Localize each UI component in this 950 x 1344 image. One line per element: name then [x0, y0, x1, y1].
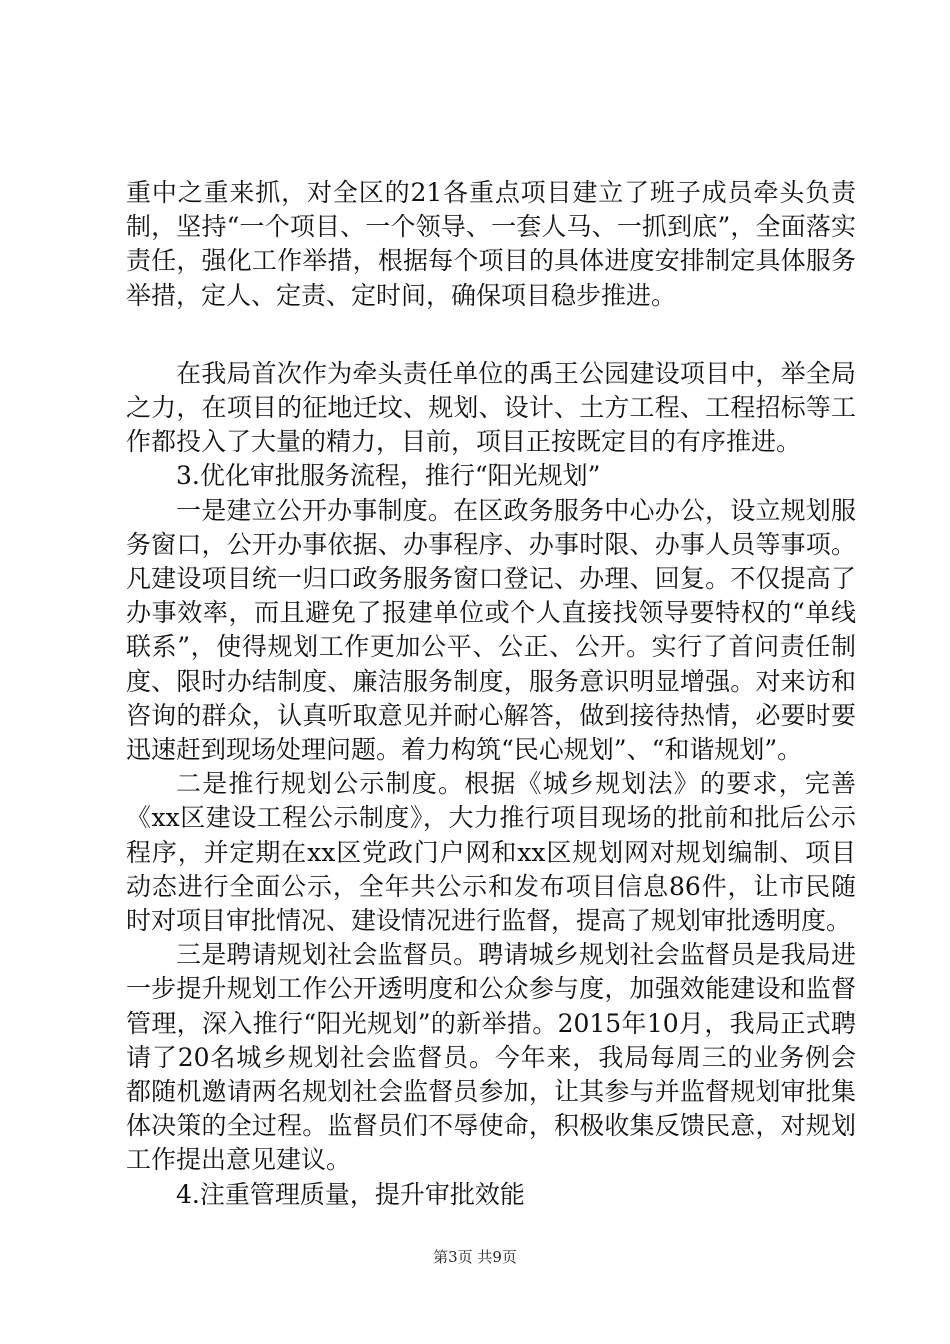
section-heading-management-quality: 4.注重管理质量，提升审批效能 — [176, 1179, 525, 1209]
document-body — [126, 176, 856, 1212]
paragraph-yuwang-park: 在我局首次作为牵头责任单位的禹王公园建设项目中，举全局之力，在项目的征地迁坟、规划、设计、土方工程、工程招标等工作都投入了大量的精力，目前，项目正按既定目的有序推进。 — [126, 358, 856, 457]
paragraph-social-supervisors: 三是聘请规划社会监督员。聘请城乡规划社会监督员是我局进一步提升规划工作公开透明度和公众参与度，加强效能建设和监督管理，深入推行“阳光规划”的新举措。2015年10月，我局正式聘请了20名城乡规划社会监督员。今年来，我局每周三的业务例会都随机邀请两名规划社会监督员参加，让其参与并监督规划审批集体决策的全过程。监督员们不辱使命，积极收集反馈民意，对规划工作提出意见建议。 — [126, 940, 856, 1175]
page-number-footer: 第3页 共9页 — [433, 1248, 517, 1266]
section-heading-sunshine-planning: 3.优化审批服务流程，推行“阳光规划” — [176, 461, 601, 491]
paragraph-open-office-system: 一是建立公开办事制度。在区政务服务中心办公，设立规划服务窗口，公开办事依据、办事程序、办事时限、办事人员等事项。凡建设项目统一归口政务服务窗口登记、办理、回复。不仅提高了办事效率，而且避免了报建单位或个人直接找领导要特权的“单线联系”，使得规划工作更加公平、公正、公开。实行了首问责任制度、限时办结制度、廉洁服务制度，服务意识明显增强。对来访和咨询的群众，认真听取意见并耐心解答，做到接待热情，必要时要迅速赶到现场处理问题。着力构筑“民心规划”、“和谐规划”。 — [126, 495, 856, 765]
paragraph-publicity-system: 二是推行规划公示制度。根据《城乡规划法》的要求，完善《xx区建设工程公示制度》，大力推行项目现场的批前和批后公示程序，并定期在xx区党政门户网和xx区规划网对规划编制、项目动态进行全面公示，全年共公示和发布项目信息86件，让市民随时对项目审批情况、建设情况进行监督，提高了规划审批透明度。 — [126, 769, 856, 936]
paragraph-project-responsibility: 重中之重来抓，对全区的21各重点项目建立了班子成员牵头负责制，坚持“一个项目、一个领导、一套人马、一抓到底”，全面落实责任，强化工作举措，根据每个项目的具体进度安排制定具体服务举措，定人、定责、定时间，确保项目稳步推进。 — [126, 178, 856, 310]
